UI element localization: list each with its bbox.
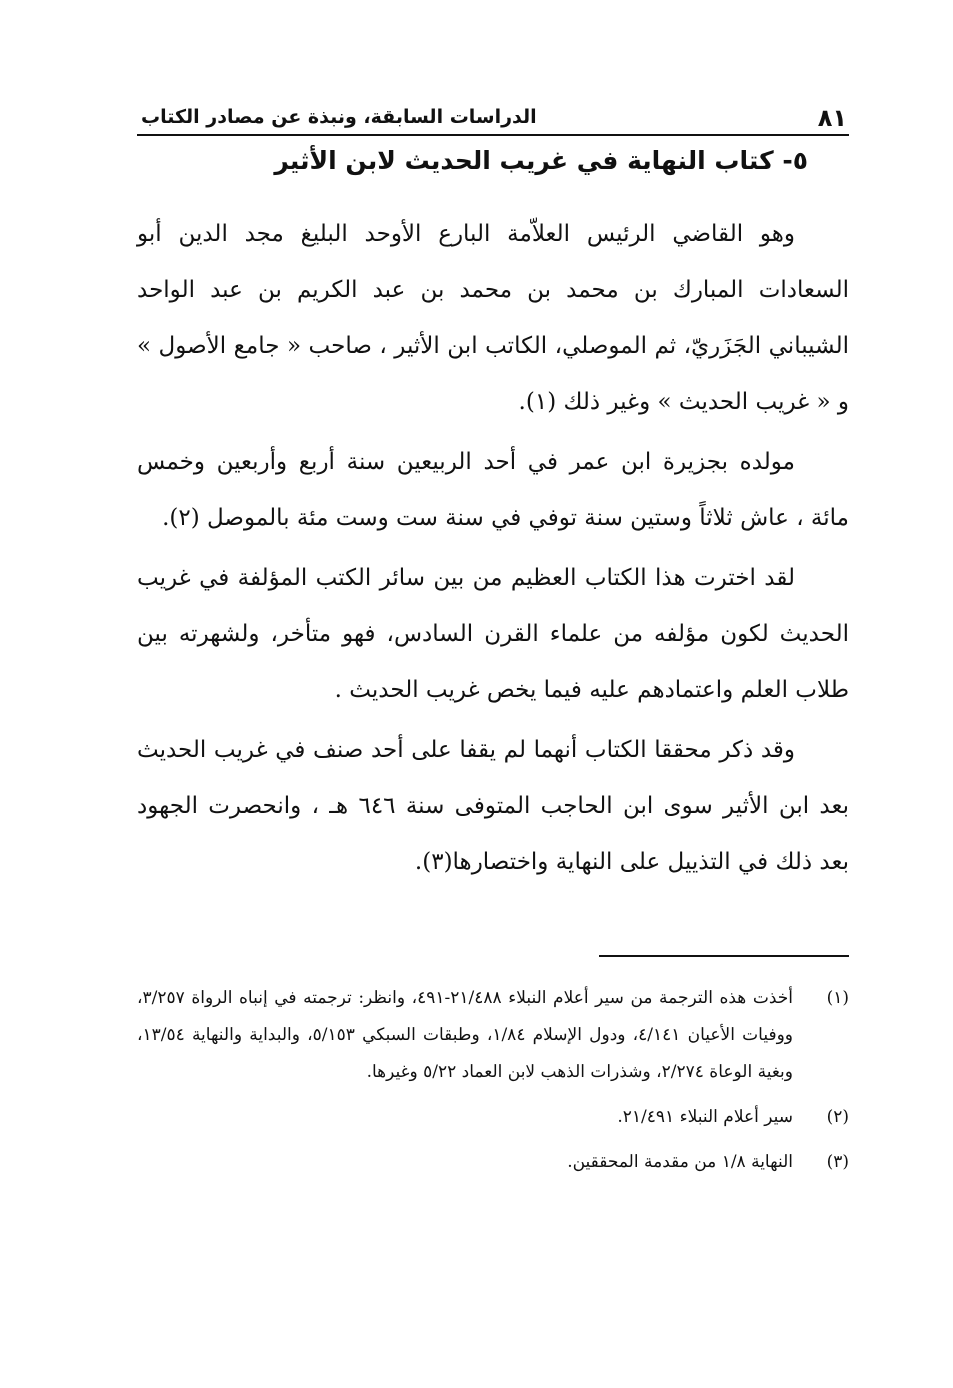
paragraph-biography: وهو القاضي الرئيس العلاّمة البارع الأوحد البليغ مجد الدين أبو السعادات المبارك بن محمد بن محمد بن عبد الكريم بن عبد الواحد الشيباني الجَزَريّ، ثم الموصلي، الكاتب ابن الأثير ، صاحب « جامع الأصول » و « غريب الحديث » وغير ذلك (١). — [137, 221, 849, 415]
running-title: الدراسات السابقة، ونبذة عن مصادر الكتاب — [141, 106, 537, 128]
paragraph-birth-death: مولده بجزيرة ابن عمر في أحد الربيعين سنة أربع وأربعين وخمس مائة ، عاش ثلاثاً وستين سنة توفي في سنة ست وست مئة بالموصل (٢). — [137, 449, 849, 531]
footnote-text: النهاية ١/٨ من مقدمة المحققين. — [567, 1152, 793, 1172]
footnote-text: سير أعلام النبلاء ٢١/٤٩١. — [617, 1107, 793, 1127]
footnote-number: (٣) — [826, 1152, 849, 1172]
footnote-1 — [137, 980, 849, 1091]
footnote-2 — [137, 1099, 849, 1136]
footnote-number: (٢) — [826, 1107, 849, 1127]
footnote-3 — [137, 1144, 849, 1181]
footnote-number: (١) — [826, 988, 849, 1008]
paragraph-later-works: وقد ذكر محققا الكتاب أنهما لم يقفا على أحد صنف في غريب الحديث بعد ابن الأثير سوى ابن الحاجب المتوفى سنة ٦٤٦ هـ ، وانحصرت الجهود بعد ذلك في التذييل على النهاية واختصارها(٣). — [137, 737, 849, 875]
footnote-text: أخذت هذه الترجمة من سير أعلام النبلاء ٢١/٤٨٨-٤٩١، وانظر: ترجمته في إنباه الرواة ٣/٢٥٧، ووفيات الأعيان ٤/١٤١، ودول الإسلام ١/٨٤، وطبقات السبكي ٥/١٥٣، والبداية والنهاية ١٣/٥٤، وبغية الوعاة ٢/٢٧٤، وشذرات الذهب لابن العماد ٥/٢٢ وغيرها. — [137, 988, 793, 1082]
page-header — [137, 100, 849, 136]
paragraph-reason-for-choice: لقد اخترت هذا الكتاب العظيم من بين سائر الكتب المؤلفة في غريب الحديث لكون مؤلفه من علماء القرن السادس، فهو متأخر، ولشهرته بين طلاب العلم واعتمادهم عليه فيما يخص غريب الحديث . — [137, 565, 849, 703]
section-heading: ٥- كتاب النهاية في غريب الحديث لابن الأثير — [274, 146, 808, 175]
footnotes — [137, 980, 849, 1189]
page-number: ٨١ — [817, 104, 847, 132]
body-text — [137, 206, 849, 894]
footnote-divider — [599, 955, 849, 957]
